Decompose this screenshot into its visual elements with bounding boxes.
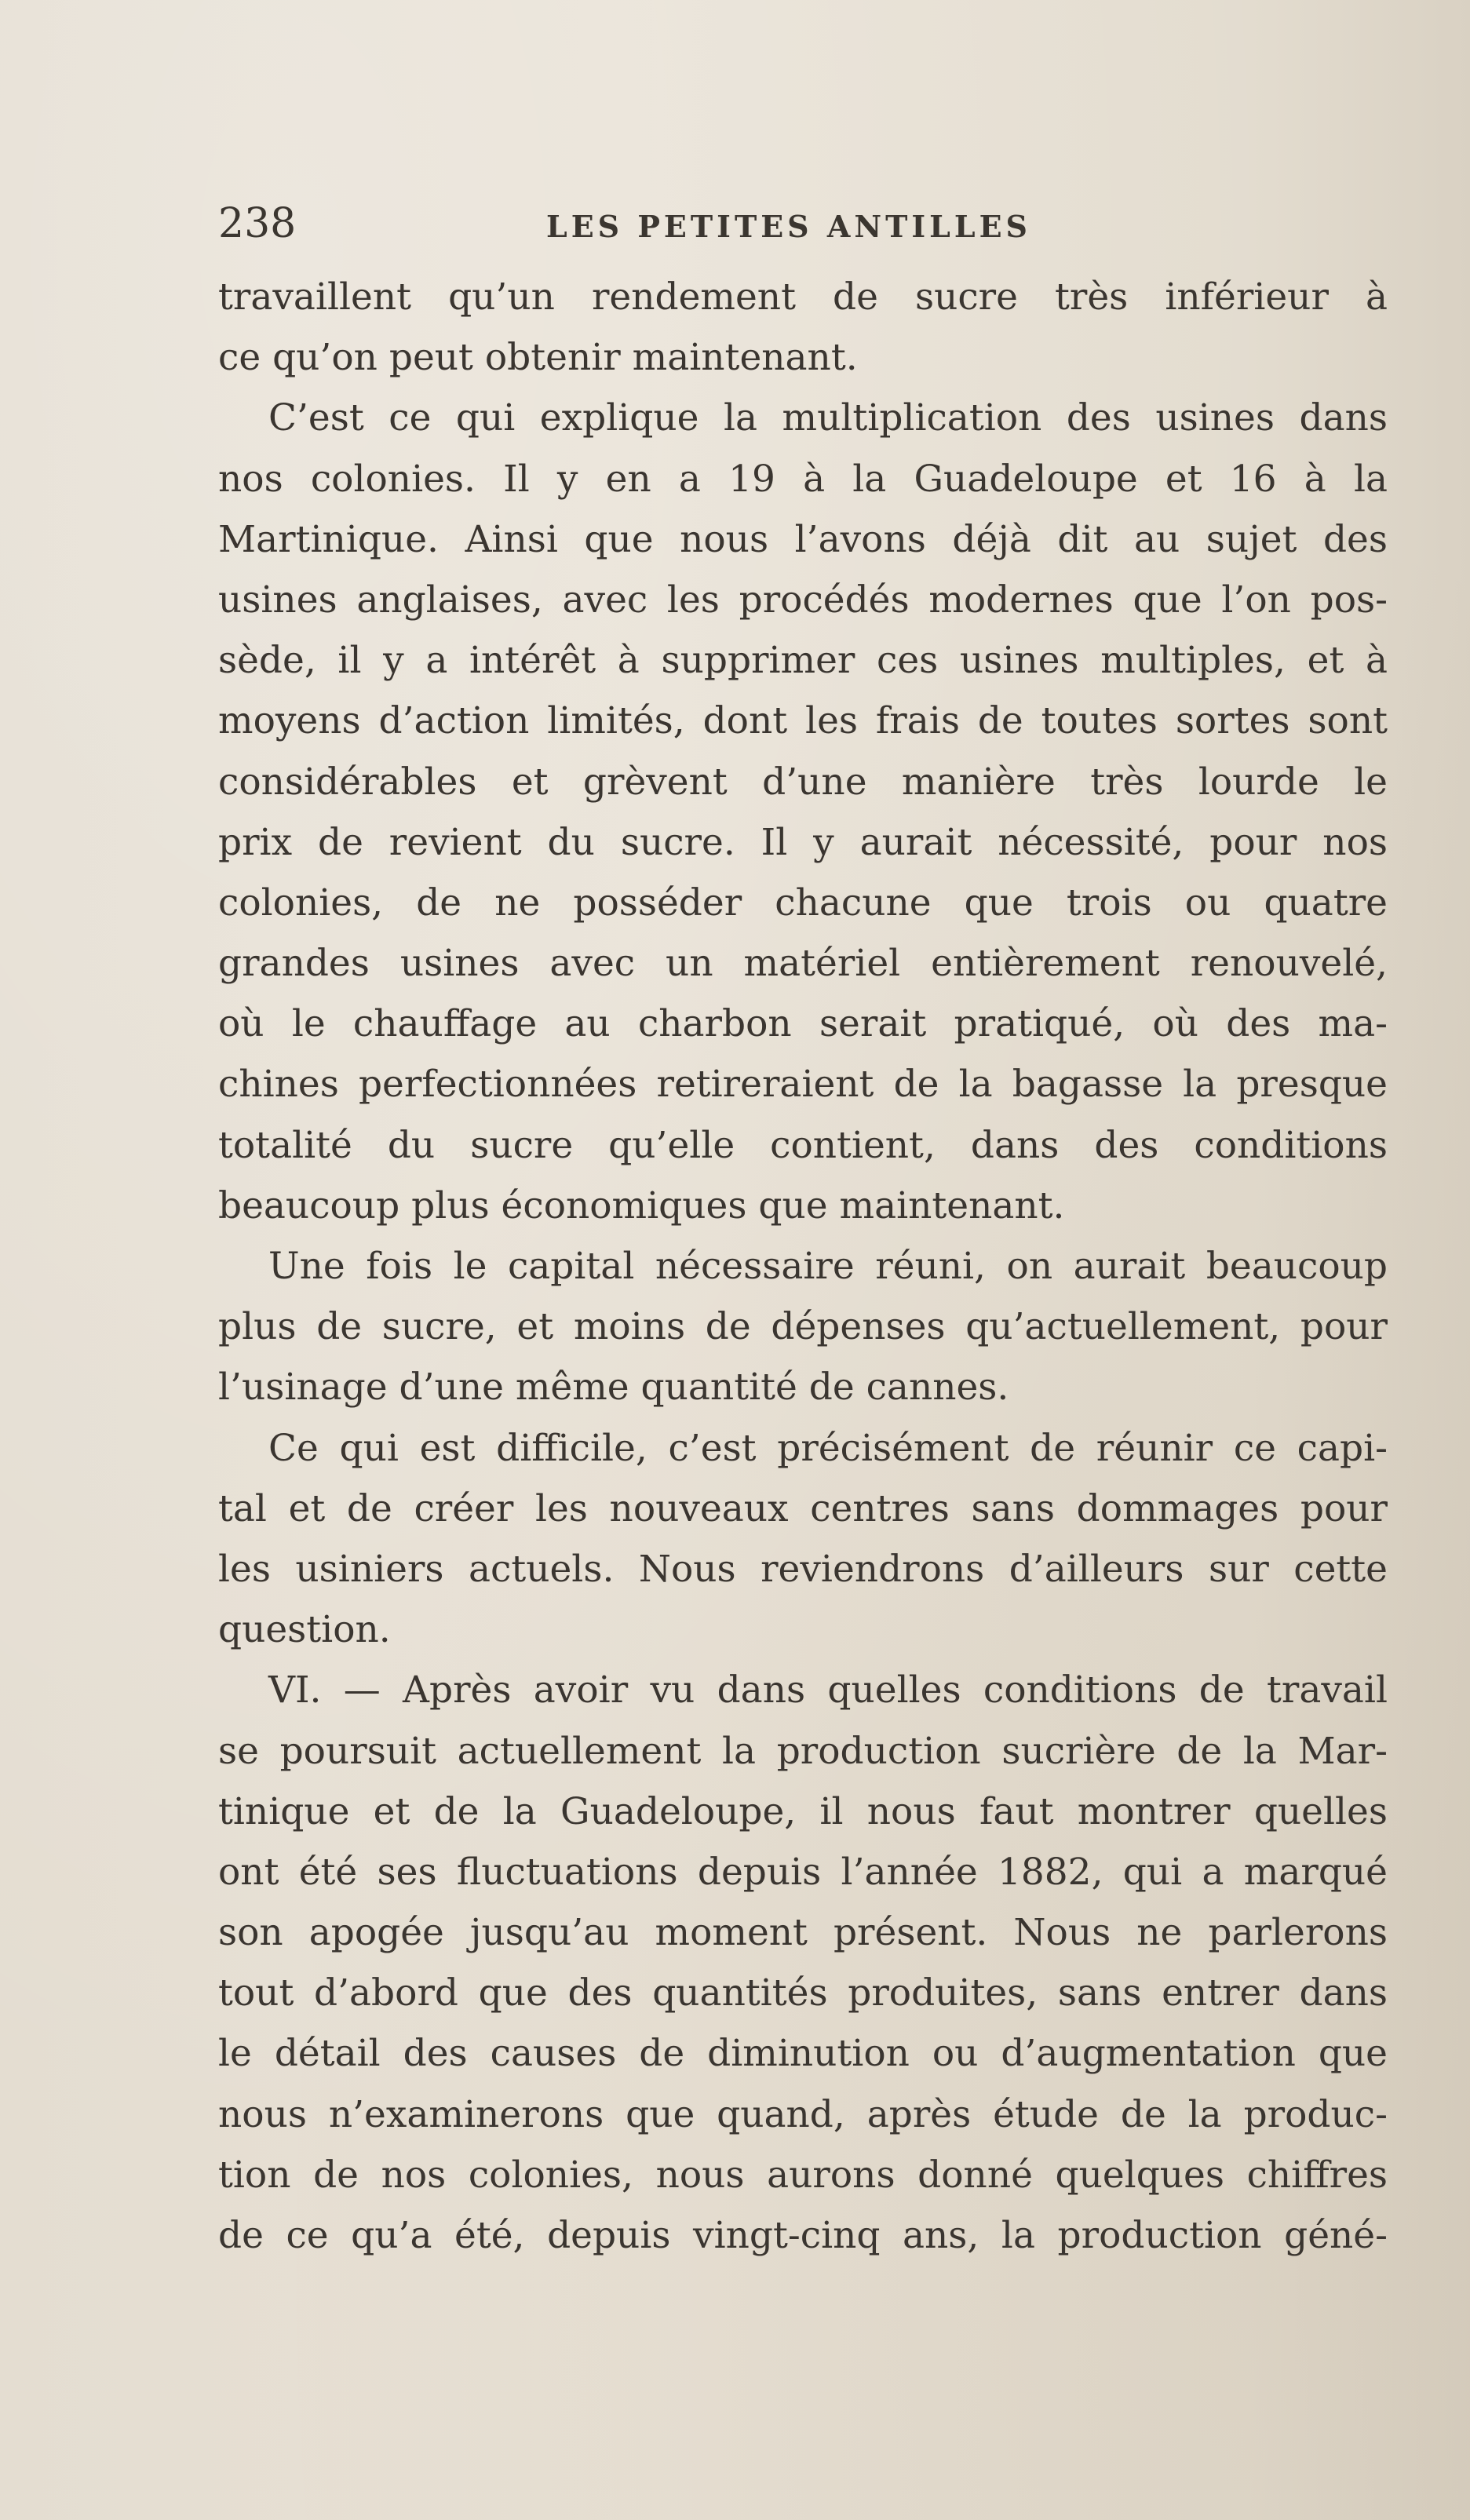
text-line: grandes usines avec un matériel entièrement renouvelé, — [218, 942, 1388, 986]
text-line: moyens d’action limités, dont les frais de toutes sortes sont — [218, 699, 1388, 743]
text-line: tinique et de la Guadeloupe, il nous faut montrer quelles — [218, 1789, 1388, 1833]
text-line: les usiniers actuels. Nous reviendrons d’ailleurs sur cette — [218, 1547, 1388, 1591]
text-line: nous n’examinerons que quand, après étude de la produc- — [218, 2092, 1388, 2136]
text-line: le détail des causes de diminution ou d’augmentation que — [218, 2032, 1388, 2076]
text-line: beaucoup plus économiques que maintenant. — [218, 1183, 1065, 1227]
text-line: l’usinage d’une même quantité de cannes. — [218, 1366, 1009, 1410]
page-header — [218, 196, 1388, 251]
text-line: VI. — Après avoir vu dans quelles conditions de travail — [268, 1668, 1388, 1712]
text-line: prix de revient du sucre. Il y aurait nécessité, pour nos — [218, 820, 1388, 864]
text-line: considérables et grèvent d’une manière très lourde le — [218, 760, 1388, 804]
text-line: tion de nos colonies, nous aurons donné quelques chiffres — [218, 2153, 1388, 2197]
text-line: son apogée jusqu’au moment présent. Nous ne parlerons — [218, 1911, 1388, 1955]
text-line: nos colonies. Il y en a 19 à la Guadeloupe et 16 à la — [218, 457, 1388, 501]
text-line: chines perfectionnées retireraient de la bagasse la presque — [218, 1063, 1388, 1107]
text-line: travaillent qu’un rendement de sucre très inférieur à — [218, 275, 1388, 319]
text-line: Une fois le capital nécessaire réuni, on aurait beaucoup — [268, 1245, 1388, 1288]
text-line: C’est ce qui explique la multiplication des usines dans — [268, 396, 1388, 440]
body-text — [218, 267, 1388, 2266]
page-number: 238 — [218, 200, 297, 247]
text-line: de ce qu’a été, depuis vingt-cinq ans, la production géné- — [218, 2214, 1388, 2257]
text-line: Martinique. Ainsi que nous l’avons déjà dit au sujet des — [218, 517, 1388, 561]
text-line: tout d’abord que des quantités produites, sans entrer dans — [218, 1971, 1388, 2015]
text-line: question. — [218, 1608, 391, 1652]
text-line: Ce qui est difficile, c’est précisément de réunir ce capi- — [268, 1426, 1388, 1470]
text-line: sède, il y a intérêt à supprimer ces usines multiples, et à — [218, 639, 1388, 683]
text-line: se poursuit actuellement la production sucrière de la Mar- — [218, 1729, 1388, 1773]
text-line: où le chauffage au charbon serait pratiqué, où des ma- — [218, 1002, 1388, 1046]
text-line: colonies, de ne posséder chacune que trois ou quatre — [218, 881, 1388, 924]
running-title: LES PETITES ANTILLES — [546, 209, 1031, 244]
text-line: totalité du sucre qu’elle contient, dans des conditions — [218, 1123, 1388, 1167]
text-line: tal et de créer les nouveaux centres sans dommages pour — [218, 1486, 1388, 1530]
text-line: ont été ses fluctuations depuis l’année 1882, qui a marqué — [218, 1850, 1388, 1894]
text-line: ce qu’on peut obtenir maintenant. — [218, 336, 858, 380]
text-line: usines anglaises, avec les procédés modernes que l’on pos- — [218, 578, 1388, 622]
text-line: plus de sucre, et moins de dépenses qu’actuellement, pour — [218, 1305, 1388, 1349]
